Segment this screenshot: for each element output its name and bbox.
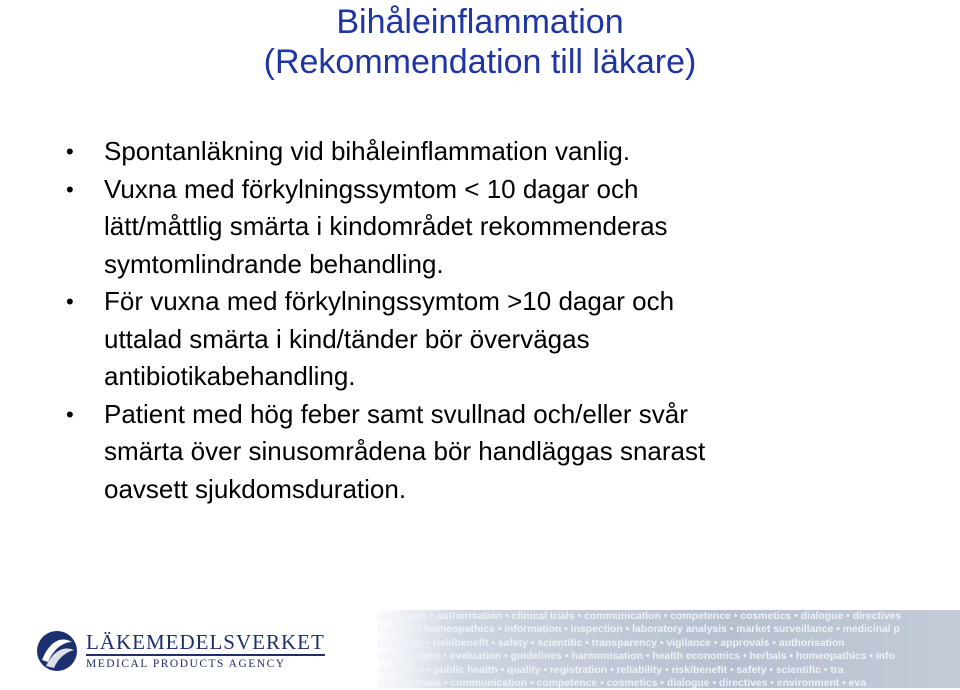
bullet-text	[104, 283, 944, 396]
keyword-line: clinical trials • communication • competence • cosmetics • dialogue • directives • environment • eva	[378, 678, 867, 688]
bullet-line: Vuxna med förkylningssymtom < 10 dagar och	[104, 173, 639, 204]
slide-title	[0, 2, 960, 82]
footer-band	[0, 606, 960, 690]
agency-logo	[36, 630, 325, 672]
keyword-line: approvals • authorisation • clinical trials • communication • competence • cosmetics • dialogue • directives	[378, 611, 902, 622]
bullet-line: smärta över sinusområdena bör handläggas snarast	[104, 436, 706, 466]
bullet-line: Spontanläkning vid bihåleinflammation vanlig.	[104, 136, 631, 166]
bullet-item	[64, 396, 944, 509]
bullet-text	[104, 133, 944, 171]
keyword-line: narcotics • public health • quality • registration • reliability • risk/benefit • safety • scientific • tra	[378, 664, 844, 676]
bullet-line: lätt/måttlig smärta i kindområdet rekommenderas	[104, 211, 668, 241]
bullet-dot-icon: •	[66, 139, 74, 164]
bullet-line: uttalad smärta i kind/tänder bör övervägas	[104, 323, 590, 354]
logo-subtitle: MEDICAL PRODUCTS AGENCY	[86, 658, 286, 670]
agency-logo-icon	[36, 630, 78, 672]
title-line-2: (Rekommendation till läkare)	[263, 43, 697, 81]
bullet-text	[104, 171, 944, 284]
bullet-dot-icon: •	[66, 176, 74, 202]
bullet-line: symtomlindrande behandling.	[104, 248, 444, 279]
bullet-dot-icon: •	[66, 289, 74, 314]
keyword-line: environment • evaluation • guidelines • harmonisation • health economics • herbals • homeopathics • info	[378, 651, 895, 663]
bullet-list	[64, 133, 944, 508]
bullet-item	[64, 133, 944, 171]
logo-divider	[86, 654, 325, 656]
keyword-banner	[374, 610, 960, 688]
bullet-line: Patient med hög feber samt svullnad och/eller svår	[104, 398, 688, 429]
bullet-item	[64, 171, 944, 284]
bullet-line: För vuxna med förkylningssymtom >10 dagar och	[104, 286, 675, 316]
bullet-line: antibiotikabehandling.	[104, 361, 356, 391]
logo-name: LÄKEMEDELSVERKET	[86, 630, 325, 654]
keyword-line: reliability • risk/benefit • safety • scientific • transparency • vigilance • approvals • authorisation	[378, 637, 845, 649]
bullet-item	[64, 283, 944, 396]
bullet-text	[104, 396, 944, 509]
keyword-line: herbals • homeopathics • information • inspection • laboratory analysis • market surveillance • medicinal p	[378, 624, 900, 636]
title-line-1: Bihåleinflammation	[336, 3, 624, 41]
bullet-line: oavsett sjukdomsduration.	[104, 473, 407, 504]
logo-text	[86, 631, 325, 671]
bullet-dot-icon: •	[66, 401, 74, 427]
